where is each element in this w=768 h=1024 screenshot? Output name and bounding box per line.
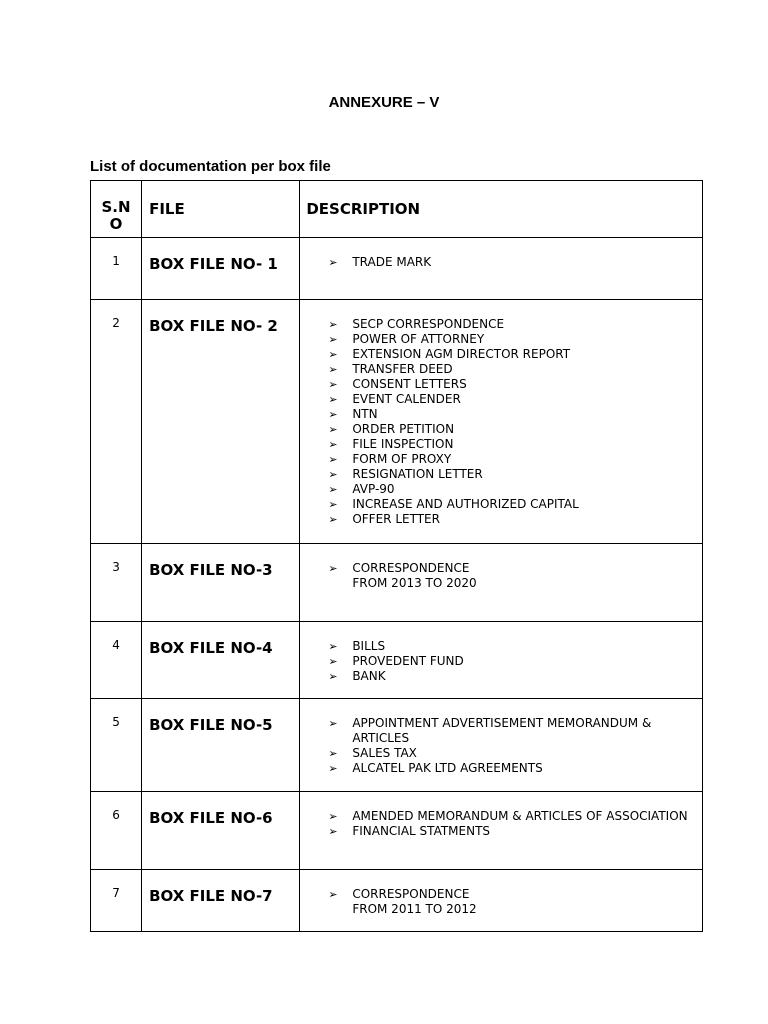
arrowhead-bullet-icon: ➢ <box>328 498 338 511</box>
header-description: DESCRIPTION <box>300 181 703 238</box>
description-item-text: OFFER LETTER <box>352 512 440 526</box>
arrowhead-bullet-icon: ➢ <box>328 810 338 823</box>
arrowhead-bullet-icon: ➢ <box>328 640 338 653</box>
header-sno-label: S.NO <box>101 198 131 233</box>
arrowhead-bullet-icon: ➢ <box>328 670 338 683</box>
description-item <box>328 332 702 347</box>
description-list <box>328 561 702 591</box>
arrowhead-bullet-icon: ➢ <box>328 825 338 838</box>
description-item-text: CORRESPONDENCE FROM 2011 TO 2012 <box>352 887 477 916</box>
arrowhead-bullet-icon: ➢ <box>328 513 338 526</box>
row-description <box>300 870 703 932</box>
description-list <box>328 317 702 527</box>
description-item <box>328 255 702 270</box>
row-file-name: BOX FILE NO-3 <box>142 544 300 622</box>
description-item <box>328 887 702 917</box>
box-file-table <box>90 180 703 932</box>
arrowhead-bullet-icon: ➢ <box>328 483 338 496</box>
row-file-name: BOX FILE NO- 2 <box>142 300 300 544</box>
table-row <box>91 300 703 544</box>
table-header-row <box>91 181 703 238</box>
description-item-text: EVENT CALENDER <box>352 392 461 406</box>
description-item <box>328 761 702 776</box>
row-description <box>300 544 703 622</box>
description-item <box>328 512 702 527</box>
arrowhead-bullet-icon: ➢ <box>328 423 338 436</box>
description-item-text: CORRESPONDENCE FROM 2013 TO 2020 <box>352 561 477 590</box>
table-row <box>91 870 703 932</box>
description-item <box>328 824 702 839</box>
description-item-text: ORDER PETITION <box>352 422 455 436</box>
arrowhead-bullet-icon: ➢ <box>328 717 338 730</box>
description-item <box>328 639 702 654</box>
description-item-text: NTN <box>352 407 378 421</box>
description-item <box>328 437 702 452</box>
table-row <box>91 622 703 699</box>
row-description <box>300 300 703 544</box>
description-item-text: POWER OF ATTORNEY <box>352 332 485 346</box>
arrowhead-bullet-icon: ➢ <box>328 408 338 421</box>
table-row <box>91 699 703 792</box>
description-item-text: BANK <box>352 669 386 683</box>
description-item <box>328 746 702 761</box>
description-item-text: APPOINTMENT ADVERTISEMENT MEMORANDUM & ARTICLES <box>352 716 652 745</box>
description-item <box>328 497 702 512</box>
row-description <box>300 622 703 699</box>
description-item <box>328 561 702 591</box>
row-sno: 5 <box>91 699 142 792</box>
arrowhead-bullet-icon: ➢ <box>328 562 338 575</box>
description-list <box>328 809 702 839</box>
description-item-text: PROVEDENT FUND <box>352 654 464 668</box>
description-item-text: EXTENSION AGM DIRECTOR REPORT <box>352 347 571 361</box>
arrowhead-bullet-icon: ➢ <box>328 762 338 775</box>
row-sno: 7 <box>91 870 142 932</box>
description-item-text: FINANCIAL STATMENTS <box>352 824 491 838</box>
description-item-text: AVP-90 <box>352 482 395 496</box>
description-item-text: CONSENT LETTERS <box>352 377 467 391</box>
arrowhead-bullet-icon: ➢ <box>328 256 338 269</box>
arrowhead-bullet-icon: ➢ <box>328 888 338 901</box>
description-item-text: FORM OF PROXY <box>352 452 452 466</box>
description-item <box>328 809 702 824</box>
description-item-text: ALCATEL PAK LTD AGREEMENTS <box>352 761 543 775</box>
description-item <box>328 669 702 684</box>
row-sno: 2 <box>91 300 142 544</box>
description-list <box>328 716 702 776</box>
row-description <box>300 238 703 300</box>
description-item-text: FILE INSPECTION <box>352 437 454 451</box>
description-list <box>328 255 702 270</box>
arrowhead-bullet-icon: ➢ <box>328 438 338 451</box>
row-description <box>300 699 703 792</box>
row-file-name: BOX FILE NO-7 <box>142 870 300 932</box>
description-item-text: BILLS <box>352 639 386 653</box>
description-item <box>328 347 702 362</box>
description-item-text: INCREASE AND AUTHORIZED CAPITAL <box>352 497 579 511</box>
description-item <box>328 452 702 467</box>
table-row <box>91 792 703 870</box>
row-sno: 6 <box>91 792 142 870</box>
description-item <box>328 362 702 377</box>
arrowhead-bullet-icon: ➢ <box>328 655 338 668</box>
table-row <box>91 544 703 622</box>
row-sno: 1 <box>91 238 142 300</box>
description-item <box>328 377 702 392</box>
header-file: FILE <box>142 181 300 238</box>
description-item-text: TRANSFER DEED <box>352 362 453 376</box>
description-item-text: TRADE MARK <box>352 255 432 269</box>
description-item <box>328 467 702 482</box>
description-item <box>328 392 702 407</box>
row-sno: 3 <box>91 544 142 622</box>
table-caption: List of documentation per box file <box>90 158 331 175</box>
description-item-text: SALES TAX <box>352 746 417 760</box>
description-item <box>328 716 702 746</box>
table-row <box>91 238 703 300</box>
arrowhead-bullet-icon: ➢ <box>328 318 338 331</box>
row-file-name: BOX FILE NO-4 <box>142 622 300 699</box>
description-item <box>328 422 702 437</box>
arrowhead-bullet-icon: ➢ <box>328 747 338 760</box>
description-item <box>328 654 702 669</box>
arrowhead-bullet-icon: ➢ <box>328 333 338 346</box>
page-title: ANNEXURE – V <box>328 94 440 111</box>
row-sno: 4 <box>91 622 142 699</box>
description-item-text: SECP CORRESPONDENCE <box>352 317 505 331</box>
row-file-name: BOX FILE NO-5 <box>142 699 300 792</box>
arrowhead-bullet-icon: ➢ <box>328 378 338 391</box>
row-file-name: BOX FILE NO-6 <box>142 792 300 870</box>
description-item <box>328 482 702 497</box>
arrowhead-bullet-icon: ➢ <box>328 348 338 361</box>
description-item-text: AMENDED MEMORANDUM & ARTICLES OF ASSOCIATION <box>352 809 688 823</box>
description-item <box>328 317 702 332</box>
description-item <box>328 407 702 422</box>
arrowhead-bullet-icon: ➢ <box>328 363 338 376</box>
header-sno <box>91 181 142 238</box>
row-file-name: BOX FILE NO- 1 <box>142 238 300 300</box>
description-list <box>328 887 702 917</box>
arrowhead-bullet-icon: ➢ <box>328 393 338 406</box>
arrowhead-bullet-icon: ➢ <box>328 468 338 481</box>
description-item-text: RESIGNATION LETTER <box>352 467 483 481</box>
arrowhead-bullet-icon: ➢ <box>328 453 338 466</box>
row-description <box>300 792 703 870</box>
description-list <box>328 639 702 684</box>
